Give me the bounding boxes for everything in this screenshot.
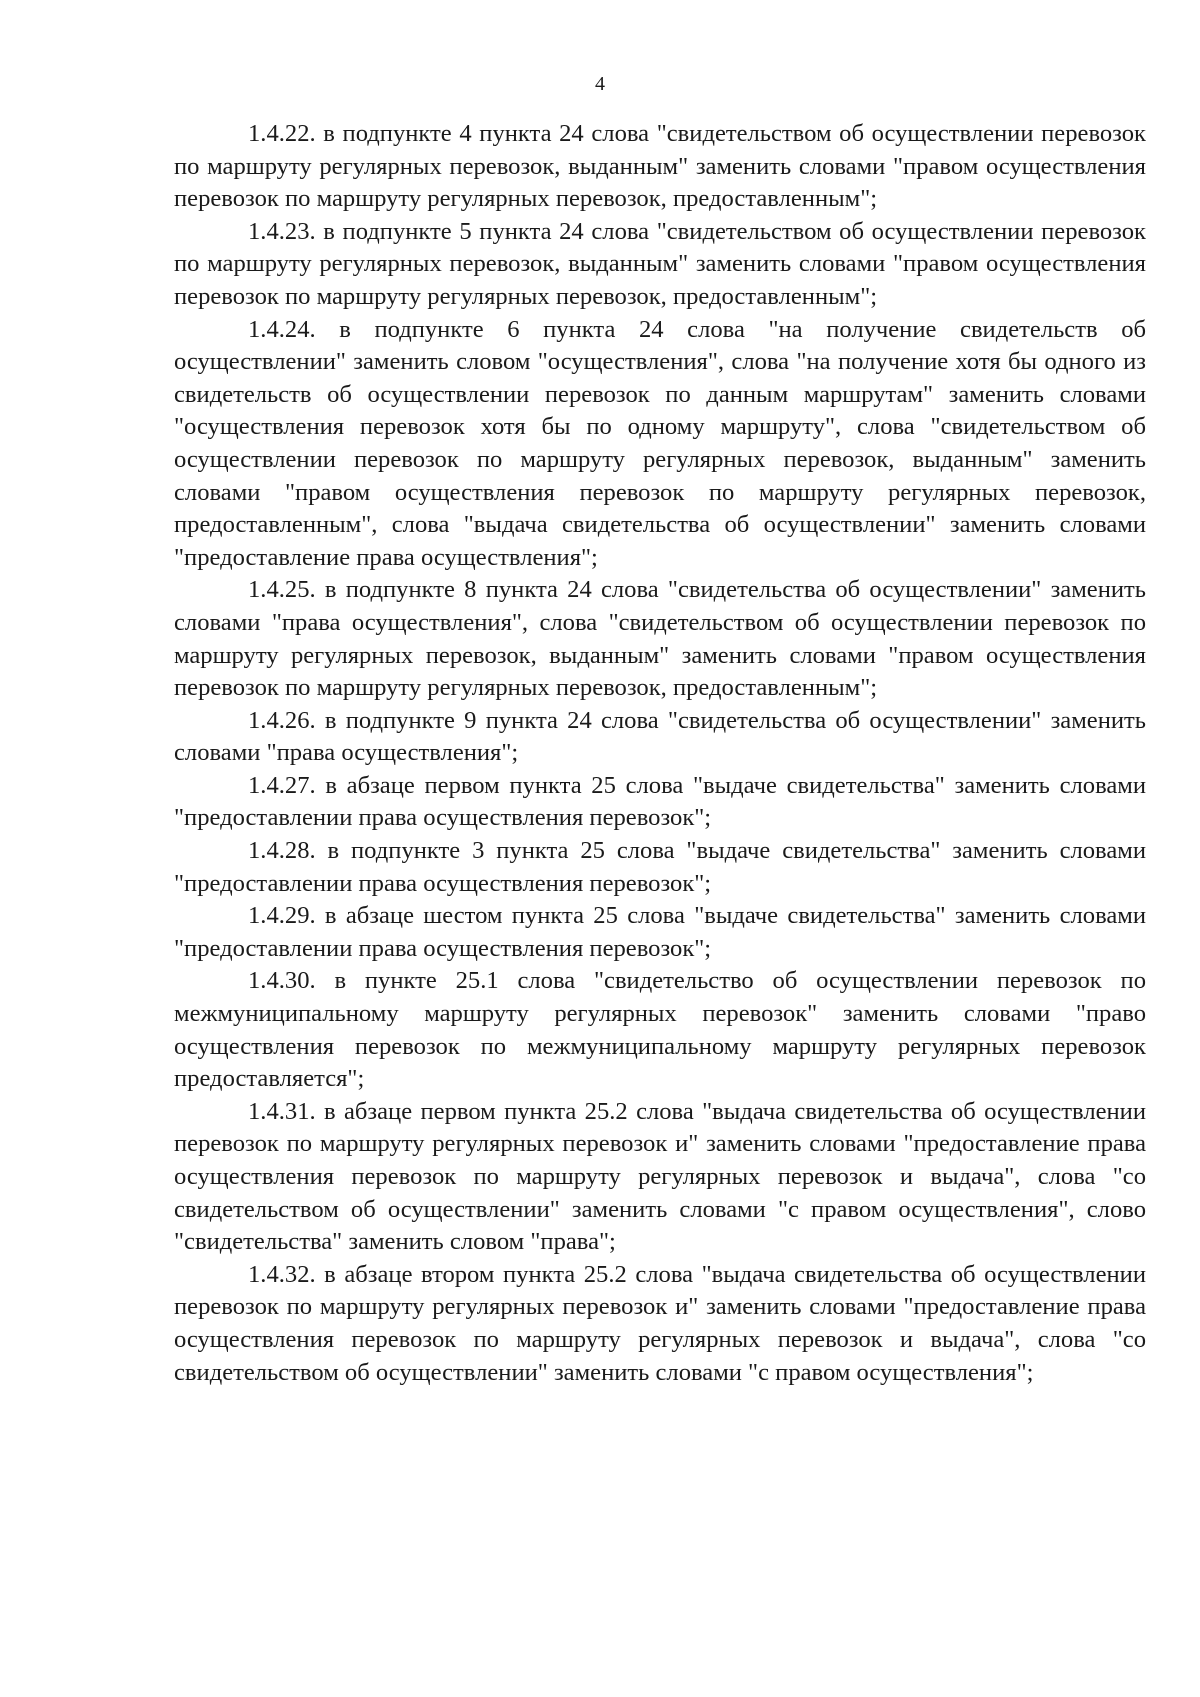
paragraph-1-4-25: 1.4.25. в подпункте 8 пункта 24 слова "свидетельства об осуществлении" заменить словами "права осуществления", слова "свидетельством об осуществлении перевозок по маршруту регулярных перевозок, выданным" заменить словами "правом осуществления перевозок по маршруту регулярных перевозок, предоставленным"; <box>174 576 1146 702</box>
paragraph-1-4-27: 1.4.27. в абзаце первом пункта 25 слова "выдаче свидетельства" заменить словами "предоставлении права осуществления перевозок"; <box>174 771 1146 832</box>
document-body <box>174 118 1146 1389</box>
paragraph-1-4-29: 1.4.29. в абзаце шестом пункта 25 слова "выдаче свидетельства" заменить словами "предоставлении права осуществления перевозок"; <box>174 902 1146 962</box>
paragraph-1-4-23: 1.4.23. в подпункте 5 пункта 24 слова "свидетельством об осуществлении перевозок по маршруту регулярных перевозок, выданным" заменить словами "правом осуществления перевозок по маршруту регулярных перевозок, предоставленным"; <box>174 217 1146 310</box>
paragraph-1-4-24: 1.4.24. в подпункте 6 пункта 24 слова "на получение свидетельств об осуществлении" заменить словом "осуществления", слова "на получение хотя бы одного из свидетельств об осуществлении перевозок по данным маршрутам" заменить словами "осуществления перевозок хотя бы по одному маршруту", слова "свидетельством об осуществлении перевозок по маршруту регулярных перевозок, выданным" заменить словами "правом осуществления перевозок по маршруту регулярных перевозок, предоставленным", слова "выдача свидетельства об осуществлении" заменить словами "предоставление права осуществления"; <box>174 315 1146 571</box>
paragraph-1-4-28: 1.4.28. в подпункте 3 пункта 25 слова "выдаче свидетельства" заменить словами "предоставлении права осуществления перевозок"; <box>174 837 1146 897</box>
page-number: 4 <box>595 73 605 95</box>
paragraph-1-4-26: 1.4.26. в подпункте 9 пункта 24 слова "свидетельства об осуществлении" заменить словами "права осуществления"; <box>174 706 1146 767</box>
paragraph-1-4-31: 1.4.31. в абзаце первом пункта 25.2 слова "выдача свидетельства об осуществлении перевозок по маршруту регулярных перевозок и" заменить словами "предоставление права осуществления перевозок по маршруту регулярных перевозок и выдача", слова "со свидетельством об осуществлении" заменить словами "с правом осуществления", слово "свидетельства" заменить словом "права"; <box>174 1097 1146 1256</box>
paragraph-1-4-30: 1.4.30. в пункте 25.1 слова "свидетельство об осуществлении перевозок по межмуниципальному маршруту регулярных перевозок" заменить словами "право осуществления перевозок по межмуниципальному маршруту регулярных перевозок предоставляется"; <box>174 967 1146 1093</box>
paragraph-1-4-22: 1.4.22. в подпункте 4 пункта 24 слова "свидетельством об осуществлении перевозок по маршруту регулярных перевозок, выданным" заменить словами "правом осуществления перевозок по маршруту регулярных перевозок, предоставленным"; <box>174 120 1146 213</box>
paragraph-1-4-32: 1.4.32. в абзаце втором пункта 25.2 слова "выдача свидетельства об осуществлении перевозок по маршруту регулярных перевозок и" заменить словами "предоставление права осуществления перевозок по маршруту регулярных перевозок и выдача", слова "со свидетельством об осуществлении" заменить словами "с правом осуществления"; <box>174 1260 1146 1386</box>
